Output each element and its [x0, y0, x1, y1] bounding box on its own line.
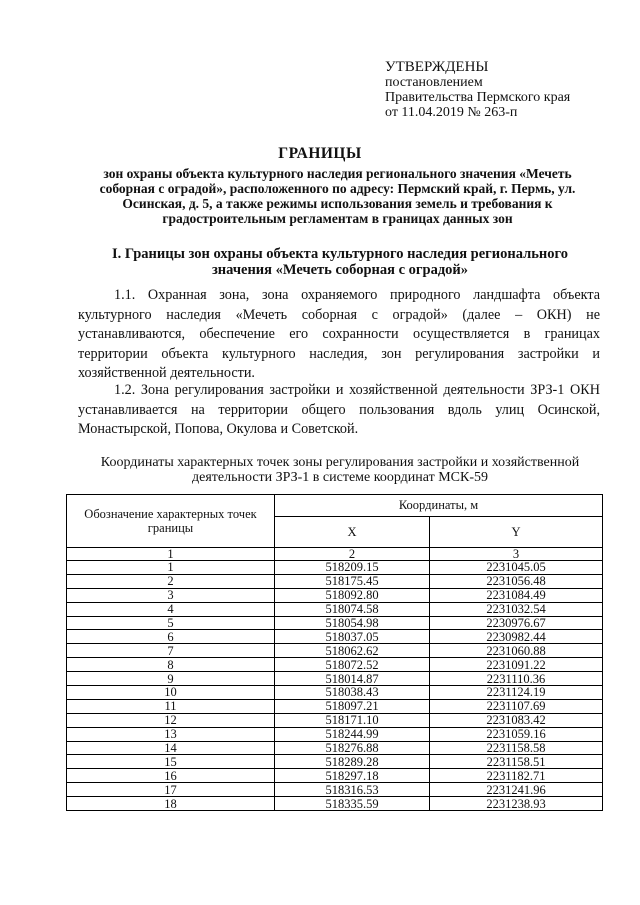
point-id-cell: 10	[67, 686, 275, 700]
x-coordinate-cell: 518097.21	[275, 699, 430, 713]
point-id-cell: 8	[67, 658, 275, 672]
table-row	[67, 602, 603, 616]
column-header-y: Y	[430, 517, 603, 548]
approval-line-3: от 11.04.2019 № 263-п	[385, 105, 518, 120]
y-coordinate-cell: 2231056.48	[430, 574, 603, 588]
point-id-cell: 7	[67, 644, 275, 658]
table-row	[67, 588, 603, 602]
y-coordinate-cell: 2231059.16	[430, 727, 603, 741]
table-row	[67, 783, 603, 797]
table-row	[67, 574, 603, 588]
x-coordinate-cell: 518335.59	[275, 797, 430, 811]
point-id-cell: 9	[67, 672, 275, 686]
point-id-cell: 6	[67, 630, 275, 644]
y-coordinate-cell: 2231182.71	[430, 769, 603, 783]
table-row	[67, 741, 603, 755]
column-number: 2	[275, 548, 430, 561]
y-coordinate-cell: 2231158.51	[430, 755, 603, 769]
column-number: 1	[67, 548, 275, 561]
y-coordinate-cell: 2231032.54	[430, 602, 603, 616]
point-id-cell: 14	[67, 741, 275, 755]
y-coordinate-cell: 2231124.19	[430, 686, 603, 700]
table-row	[67, 658, 603, 672]
document-subtitle: зон охраны объекта культурного наследия регионального значения «Мечеть соборная с оградой», расположенного по адресу: Пермский край, г. Пермь, ул. Осинская, д. 5, а также режимы использования земель и требования к градостроительным регламентам в границах данных зон	[99, 166, 576, 226]
x-coordinate-cell: 518244.99	[275, 727, 430, 741]
y-coordinate-cell: 2231091.22	[430, 658, 603, 672]
point-id-cell: 17	[67, 783, 275, 797]
y-coordinate-cell: 2231238.93	[430, 797, 603, 811]
x-coordinate-cell: 518297.18	[275, 769, 430, 783]
column-header-coordinates: Координаты, м	[275, 495, 603, 517]
point-id-cell: 12	[67, 713, 275, 727]
point-id-cell: 15	[67, 755, 275, 769]
section-heading: I. Границы зон охраны объекта культурного наследия регионального значения «Мечеть соборная с оградой»	[112, 246, 568, 278]
x-coordinate-cell: 518054.98	[275, 616, 430, 630]
column-header-point: Обозначение характерных точек границы	[67, 495, 275, 548]
table-row	[67, 561, 603, 575]
x-coordinate-cell: 518316.53	[275, 783, 430, 797]
x-coordinate-cell: 518276.88	[275, 741, 430, 755]
coordinates-table-body	[67, 561, 603, 811]
table-row	[67, 672, 603, 686]
point-id-cell: 5	[67, 616, 275, 630]
x-coordinate-cell: 518074.58	[275, 602, 430, 616]
x-coordinate-cell: 518092.80	[275, 588, 430, 602]
table-row	[67, 686, 603, 700]
table-row	[67, 644, 603, 658]
x-coordinate-cell: 518171.10	[275, 713, 430, 727]
approval-line-2: Правительства Пермского края	[385, 90, 571, 105]
y-coordinate-cell: 2231107.69	[430, 699, 603, 713]
y-coordinate-cell: 2230976.67	[430, 616, 603, 630]
y-coordinate-cell: 2231060.88	[430, 644, 603, 658]
y-coordinate-cell: 2231241.96	[430, 783, 603, 797]
x-coordinate-cell: 518014.87	[275, 672, 430, 686]
table-row	[67, 769, 603, 783]
table-row	[67, 616, 603, 630]
table-row	[67, 797, 603, 811]
x-coordinate-cell: 518209.15	[275, 561, 430, 575]
x-coordinate-cell: 518289.28	[275, 755, 430, 769]
y-coordinate-cell: 2231110.36	[430, 672, 603, 686]
table-caption: Координаты характерных точек зоны регулирования застройки и хозяйственной деятельности ЗРЗ-1 в системе координат МСК-59	[100, 455, 580, 485]
x-coordinate-cell: 518062.62	[275, 644, 430, 658]
y-coordinate-cell: 2231083.42	[430, 713, 603, 727]
approval-line-1: постановлением	[385, 75, 483, 90]
paragraph-1-2: 1.2. Зона регулирования застройки и хозяйственной деятельности ЗРЗ-1 ОКН устанавливается на территории общего пользования вдоль улиц Осинской, Монастырской, Попова, Окулова и Советской.	[78, 382, 600, 437]
approval-block	[385, 60, 635, 120]
point-id-cell: 3	[67, 588, 275, 602]
document-title: ГРАНИЦЫ	[278, 145, 362, 162]
x-coordinate-cell: 518037.05	[275, 630, 430, 644]
column-header-x: X	[275, 517, 430, 548]
coordinates-table	[66, 494, 603, 811]
paragraph-1-1: 1.1. Охранная зона, зона охраняемого природного ландшафта объекта культурного наследия «Мечеть соборная с оградой» (далее – ОКН) не устанавливаются, обеспечение его сохранности осуществляется в границах территории объекта культурного наследия, зон регулирования застройки и хозяйственной деятельности.	[78, 287, 600, 381]
column-number-row	[67, 548, 603, 561]
table-row	[67, 727, 603, 741]
y-coordinate-cell: 2231045.05	[430, 561, 603, 575]
y-coordinate-cell: 2230982.44	[430, 630, 603, 644]
point-id-cell: 18	[67, 797, 275, 811]
point-id-cell: 1	[67, 561, 275, 575]
x-coordinate-cell: 518175.45	[275, 574, 430, 588]
y-coordinate-cell: 2231158.58	[430, 741, 603, 755]
table-row	[67, 713, 603, 727]
point-id-cell: 2	[67, 574, 275, 588]
point-id-cell: 16	[67, 769, 275, 783]
approval-heading: УТВЕРЖДЕНЫ	[385, 59, 489, 75]
table-row	[67, 699, 603, 713]
y-coordinate-cell: 2231084.49	[430, 588, 603, 602]
column-number: 3	[430, 548, 603, 561]
x-coordinate-cell: 518038.43	[275, 686, 430, 700]
table-row	[67, 755, 603, 769]
x-coordinate-cell: 518072.52	[275, 658, 430, 672]
point-id-cell: 11	[67, 699, 275, 713]
point-id-cell: 4	[67, 602, 275, 616]
point-id-cell: 13	[67, 727, 275, 741]
table-row	[67, 630, 603, 644]
